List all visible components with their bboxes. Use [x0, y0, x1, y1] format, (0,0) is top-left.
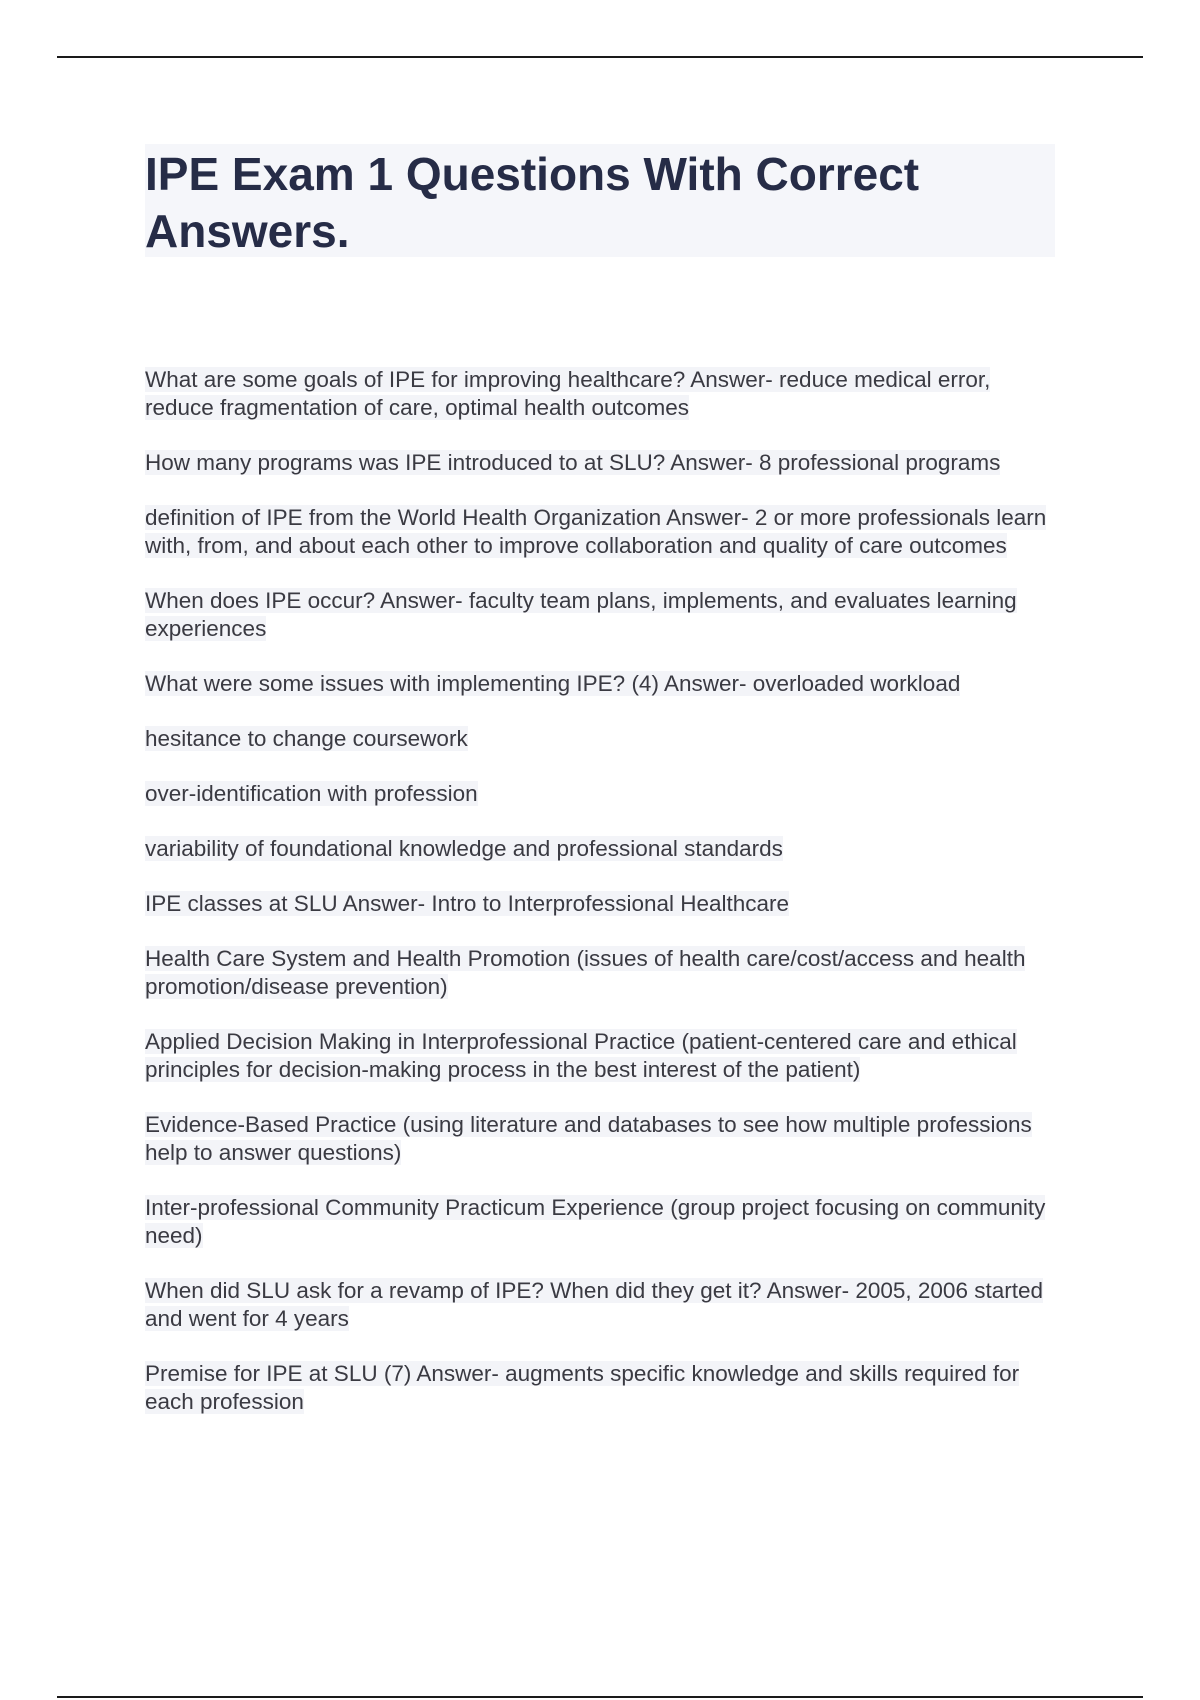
- paragraph-text: Inter-professional Community Practicum Experience (group project focusing on community need): [145, 1195, 1046, 1248]
- paragraph: [145, 1111, 1065, 1167]
- document-title: IPE Exam 1 Questions With Correct Answers.: [145, 148, 920, 257]
- paragraph-text: How many programs was IPE introduced to at SLU? Answer- 8 professional programs: [145, 450, 1001, 475]
- header-rule: [57, 56, 1143, 58]
- paragraph: [145, 1194, 1065, 1250]
- paragraph-text: Applied Decision Making in Interprofessional Practice (patient-centered care and ethical principles for decision-making process in the best interest of the patient): [145, 1029, 1017, 1082]
- paragraph-text: definition of IPE from the World Health Organization Answer- 2 or more professionals learn with, from, and about each other to improve collaboration and quality of care outcomes: [145, 505, 1047, 558]
- paragraph: [145, 366, 1065, 422]
- paragraph: [145, 670, 1065, 698]
- paragraph: [145, 1028, 1065, 1084]
- paragraph: [145, 780, 1065, 808]
- title-block: [145, 144, 1055, 257]
- paragraph: [145, 1360, 1065, 1416]
- paragraph-text: hesitance to change coursework: [145, 726, 468, 751]
- paragraph-text: What are some goals of IPE for improving healthcare? Answer- reduce medical error, reduce fragmentation of care, optimal health outcomes: [145, 367, 991, 420]
- document-body: [145, 366, 1065, 1443]
- footer-rule: [57, 1696, 1143, 1698]
- paragraph-text: When does IPE occur? Answer- faculty team plans, implements, and evaluates learning experiences: [145, 588, 1017, 641]
- paragraph-text: Evidence-Based Practice (using literature and databases to see how multiple professions help to answer questions): [145, 1112, 1032, 1165]
- paragraph: [145, 890, 1065, 918]
- paragraph-text: variability of foundational knowledge and professional standards: [145, 836, 783, 861]
- paragraph-text: over-identification with profession: [145, 781, 478, 806]
- paragraph: [145, 587, 1065, 643]
- paragraph: [145, 449, 1065, 477]
- paragraph: [145, 945, 1065, 1001]
- paragraph-text: When did SLU ask for a revamp of IPE? When did they get it? Answer- 2005, 2006 started and went for 4 years: [145, 1278, 1043, 1331]
- paragraph: [145, 725, 1065, 753]
- paragraph: [145, 1277, 1065, 1333]
- paragraph-text: IPE classes at SLU Answer- Intro to Interprofessional Healthcare: [145, 891, 790, 916]
- paragraph-text: Premise for IPE at SLU (7) Answer- augments specific knowledge and skills required for each profession: [145, 1361, 1020, 1414]
- paragraph: [145, 504, 1065, 560]
- paragraph-text: What were some issues with implementing IPE? (4) Answer- overloaded workload: [145, 671, 961, 696]
- paragraph-text: Health Care System and Health Promotion (issues of health care/cost/access and health promotion/disease prevention): [145, 946, 1026, 999]
- paragraph: [145, 835, 1065, 863]
